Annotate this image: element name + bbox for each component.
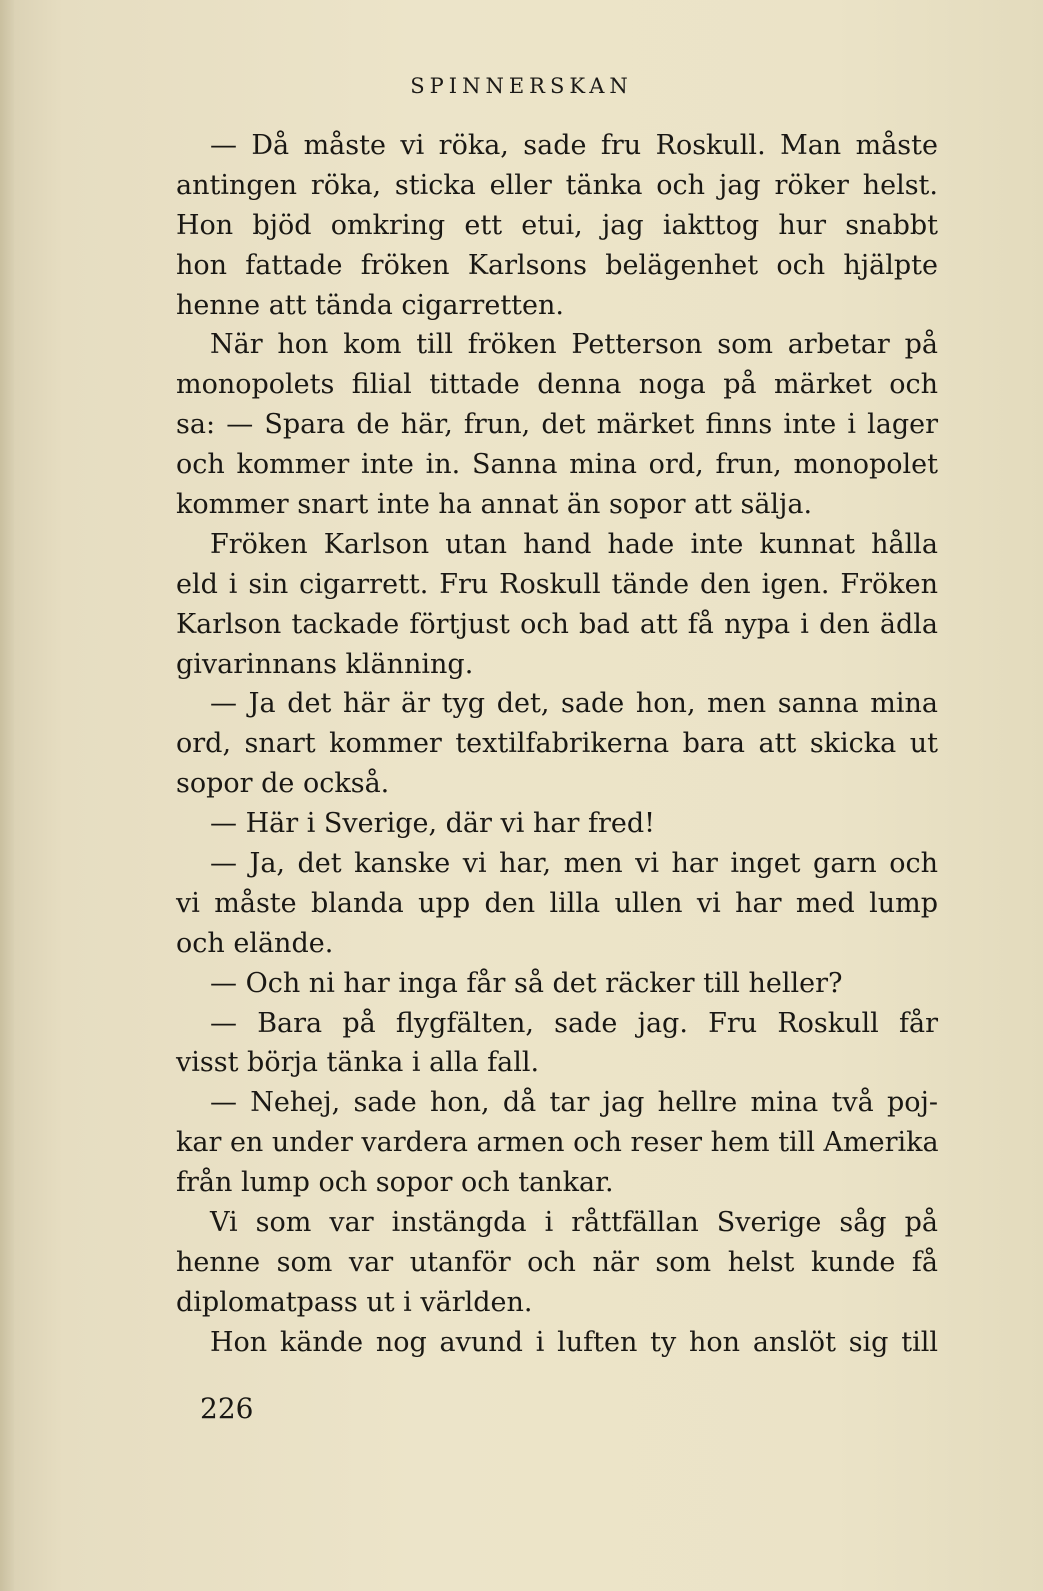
paragraph (176, 1004, 938, 1084)
text-line: När hon kom till fröken Petterson som arbetar på (210, 329, 938, 361)
text-line: Hon kände nog avund i luften ty hon anslöt sig till (210, 1326, 938, 1358)
text-line: från lump och sopor och tankar. (176, 1167, 614, 1199)
text-line: hon fattade fröken Karlsons belägenhet och hjälpte (176, 249, 938, 281)
page-number: 226 (200, 1392, 254, 1425)
paragraph (176, 1323, 938, 1363)
text-line: kommer snart inte ha annat än sopor att sälja. (176, 489, 813, 521)
page-gutter-edge (0, 0, 14, 1591)
paragraph (176, 844, 938, 964)
text-line: — Och ni har inga får så det räcker till heller? (210, 967, 843, 999)
text-line: och elände. (176, 927, 334, 959)
text-line: — Här i Sverige, där vi har fred! (210, 808, 655, 840)
text-line: Vi som var instängda i råttfällan Sverige såg på (210, 1207, 938, 1239)
paragraph (176, 964, 938, 1004)
paragraph (176, 804, 938, 844)
text-line: — Då måste vi röka, sade fru Roskull. Man måste (210, 130, 938, 161)
text-line: monopolets filial tittade denna noga på märket och (176, 369, 938, 401)
text-line: Karlson tackade förtjust och bad att få nypa i den ädla (176, 608, 938, 640)
text-line: sopor de också. (176, 768, 390, 800)
text-line: — Bara på flygfälten, sade jag. Fru Roskull får (210, 1007, 938, 1039)
text-line: visst börja tänka i alla fall. (176, 1047, 540, 1079)
text-line: diplomatpass ut i världen. (176, 1286, 533, 1318)
text-line: henne som var utanför och när som helst kunde få (176, 1246, 938, 1278)
text-line: antingen röka, sticka eller tänka och jag röker helst. (176, 169, 938, 201)
text-line: — Ja, det kanske vi har, men vi har inget garn och (210, 848, 938, 880)
body-text (176, 126, 938, 1363)
text-line: — Nehej, sade hon, då tar jag hellre mina två poj- (210, 1087, 938, 1119)
text-line: eld i sin cigarrett. Fru Roskull tände den igen. Fröken (176, 568, 938, 600)
text-line: henne att tända cigarretten. (176, 289, 564, 321)
paragraph (176, 1083, 938, 1203)
text-line: Fröken Karlson utan hand hade inte kunnat hålla (210, 528, 938, 560)
running-head: SPINNERSKAN (410, 74, 633, 98)
text-line: vi måste blanda upp den lilla ullen vi har med lump (176, 887, 938, 919)
paragraph (176, 1203, 938, 1323)
paragraph (176, 684, 938, 804)
text-line: ord, snart kommer textilfabrikerna bara att skicka ut (176, 728, 938, 760)
paragraph (176, 525, 938, 685)
text-line: sa: — Spara de här, frun, det märket finns inte i lager (176, 409, 938, 441)
text-line: givarinnans klänning. (176, 648, 474, 680)
text-line: Hon bjöd omkring ett etui, jag iakttog hur snabbt (176, 209, 938, 241)
paragraph (176, 325, 938, 524)
text-line: — Ja det här är tyg det, sade hon, men sanna mina (210, 688, 938, 720)
paragraph (176, 126, 938, 325)
text-line: kar en under vardera armen och reser hem till Amerika (176, 1127, 939, 1159)
text-line: och kommer inte in. Sanna mina ord, frun, monopolet (176, 449, 938, 481)
